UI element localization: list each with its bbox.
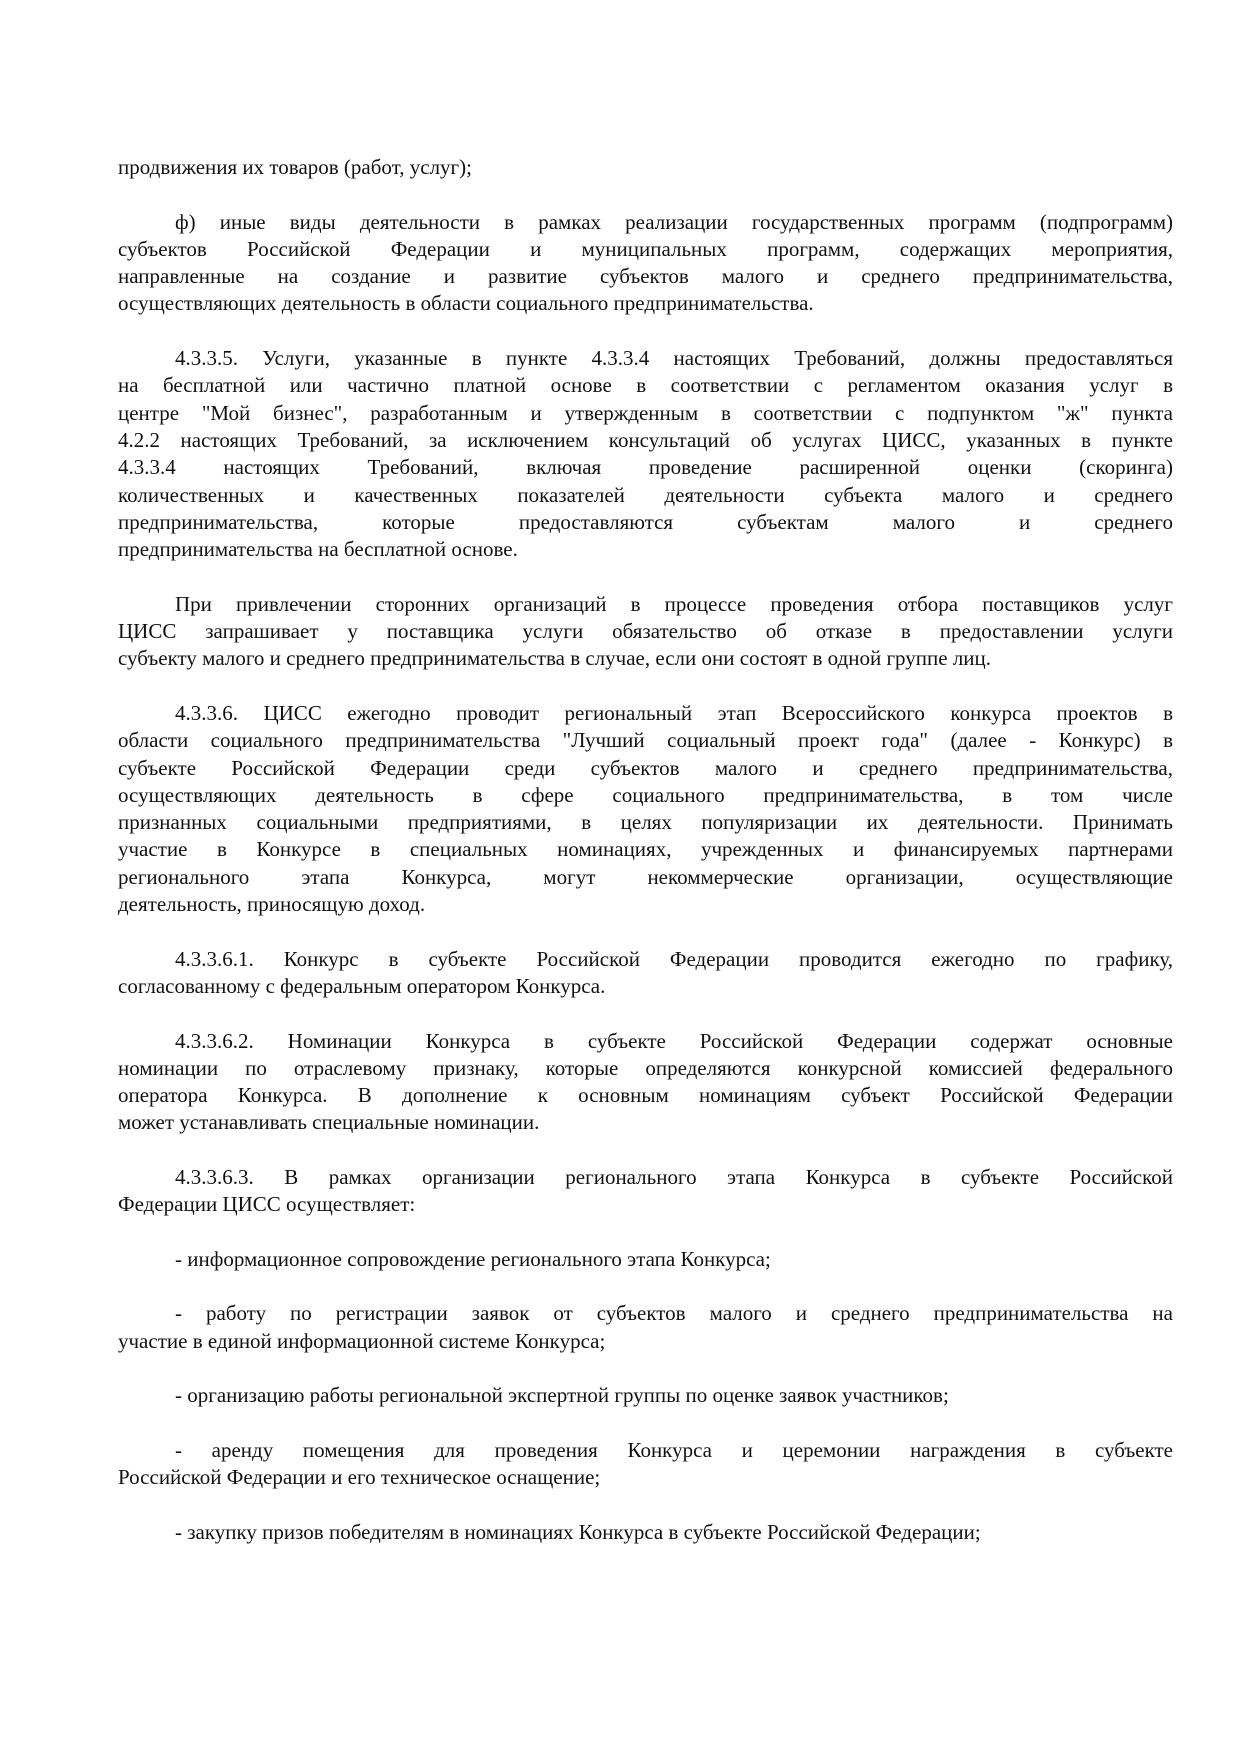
text-line: номинации по отраслевому признаку, которые определяются конкурсной комиссией федерального — [118, 1055, 1173, 1080]
text-line: субъекте Российской Федерации среди субъектов малого и среднего предпринимательства, — [118, 755, 1173, 780]
text-line: субъекту малого и среднего предпринимательства в случае, если они состоят в одной группе лиц. — [118, 646, 992, 671]
text-line: признанных социальными предприятиями, в целях популяризации их деятельности. Принимать — [118, 810, 1173, 835]
text-line: Российской Федерации и его техническое оснащение; — [118, 1465, 601, 1490]
text-line: - аренду помещения для проведения Конкурса и церемонии награждения в субъекте — [175, 1437, 1173, 1462]
paragraph — [118, 946, 1173, 1001]
text-line: ф) иные виды деятельности в рамках реализации государственных программ (подпрограмм) — [175, 209, 1173, 234]
paragraph — [118, 1519, 1173, 1546]
text-line: центре "Мой бизнес", разработанным и утвержденным в соответствии с подпунктом "ж" пункта — [118, 400, 1173, 425]
text-line: участие в Конкурсе в специальных номинациях, учрежденных и финансируемых партнерами — [118, 837, 1173, 862]
paragraph — [118, 700, 1173, 918]
text-line: 4.3.3.6.2. Номинации Конкурса в субъекте Российской Федерации содержат основные — [175, 1028, 1173, 1053]
text-line: 4.3.3.4 настоящих Требований, включая проведение расширенной оценки (скоринга) — [118, 455, 1173, 480]
text-line: При привлечении сторонних организаций в процессе проведения отбора поставщиков услуг — [175, 591, 1173, 616]
text-line: продвижения их товаров (работ, услуг); — [118, 155, 472, 179]
text-line: 4.3.3.6.1. Конкурс в субъекте Российской Федерации проводится ежегодно по графику, — [175, 946, 1173, 971]
text-line: деятельность, приносящую доход. — [118, 892, 426, 917]
text-line: - закупку призов победителям в номинациях Конкурса в субъекте Российской Федерации; — [175, 1519, 981, 1544]
text-line: 4.2.2 настоящих Требований, за исключением консультаций об услугах ЦИСС, указанных в пункте — [118, 427, 1173, 452]
text-line: - работу по регистрации заявок от субъектов малого и среднего предпринимательства на — [175, 1301, 1173, 1326]
text-line: участие в единой информационной системе Конкурса; — [118, 1328, 606, 1353]
text-line: Федерации ЦИСС осуществляет: — [118, 1192, 416, 1217]
text-line: согласованному с федеральным оператором Конкурса. — [118, 973, 606, 998]
text-line: ЦИСС запрашивает у поставщика услуги обязательство об отказе в предоставлении услуги — [118, 619, 1173, 644]
text-line: предпринимательства на бесплатной основе. — [118, 537, 518, 562]
text-line: 4.3.3.6. ЦИСС ежегодно проводит региональный этап Всероссийского конкурса проектов в — [175, 700, 1173, 725]
text-line: осуществляющих деятельность в сфере социального предпринимательства, в том числе — [118, 782, 1173, 807]
text-line: - информационное сопровождение регионального этапа Конкурса; — [175, 1246, 771, 1271]
text-line: регионального этапа Конкурса, могут некоммерческие организации, осуществляющие — [118, 864, 1173, 889]
paragraph — [118, 1300, 1173, 1355]
text-line: области социального предпринимательства "Лучший социальный проект года" (далее - Конкурс) в — [118, 728, 1173, 753]
text-line: осуществляющих деятельность в области социального предпринимательства. — [118, 291, 814, 316]
text-line: количественных и качественных показателей деятельности субъекта малого и среднего — [118, 482, 1173, 507]
text-line: оператора Конкурса. В дополнение к основным номинациям субъект Российской Федерации — [118, 1083, 1173, 1108]
text-line: субъектов Российской Федерации и муниципальных программ, содержащих мероприятия, — [118, 236, 1173, 261]
paragraph — [118, 345, 1173, 563]
paragraph — [118, 1246, 1173, 1273]
text-line: может устанавливать специальные номинации. — [118, 1110, 540, 1135]
paragraph — [118, 209, 1173, 318]
text-line: 4.3.3.5. Услуги, указанные в пункте 4.3.3.4 настоящих Требований, должны предоставляться — [175, 346, 1173, 371]
document-page — [118, 154, 1173, 1573]
paragraph — [118, 154, 1173, 181]
paragraph — [118, 1028, 1173, 1137]
paragraph — [118, 1437, 1173, 1492]
text-line: 4.3.3.6.3. В рамках организации регионального этапа Конкурса в субъекте Российской — [175, 1164, 1173, 1189]
text-line: направленные на создание и развитие субъектов малого и среднего предпринимательства, — [118, 264, 1173, 289]
paragraph — [118, 591, 1173, 673]
text-line: предпринимательства, которые предоставляются субъектам малого и среднего — [118, 509, 1173, 534]
text-line: на бесплатной или частично платной основе в соответствии с регламентом оказания услуг в — [118, 373, 1173, 398]
paragraph — [118, 1382, 1173, 1409]
text-line: - организацию работы региональной экспертной группы по оценке заявок участников; — [175, 1383, 949, 1408]
paragraph — [118, 1164, 1173, 1219]
